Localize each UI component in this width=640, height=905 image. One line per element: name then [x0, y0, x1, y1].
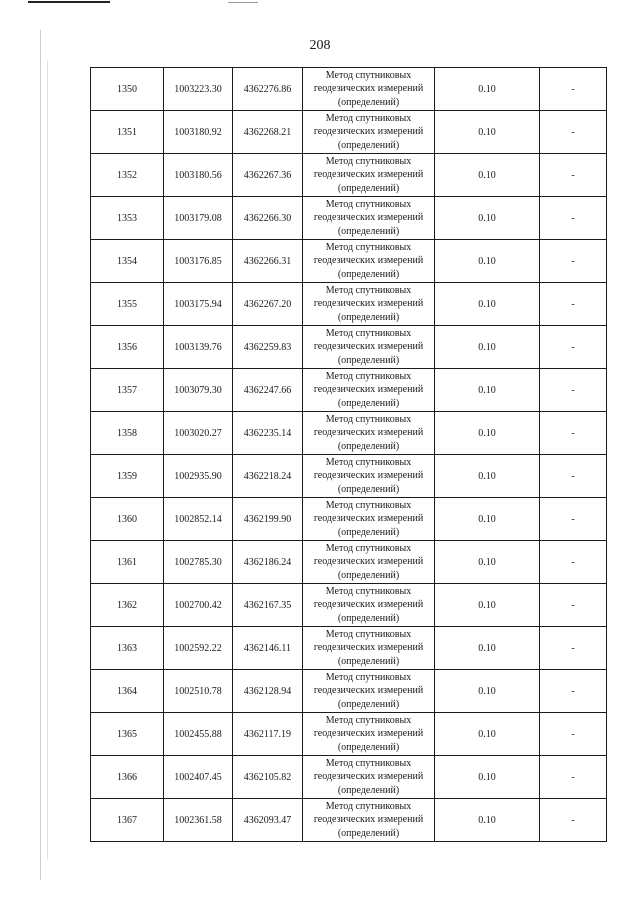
method-text-line: геодезических измерений — [313, 212, 424, 224]
accuracy-cell: 0.10 — [435, 455, 540, 498]
accuracy-cell: 0.10 — [435, 541, 540, 584]
description-cell: - — [540, 584, 607, 627]
method-text-line: геодезических измерений — [313, 427, 424, 439]
table-row — [91, 111, 607, 154]
table-row — [91, 541, 607, 584]
method-text-line: геодезических измерений — [313, 126, 424, 138]
method-text-line: Метод спутниковых — [325, 499, 412, 511]
method-cell — [303, 713, 435, 756]
table-row — [91, 670, 607, 713]
description-cell: - — [540, 713, 607, 756]
scan-top-mark — [228, 2, 258, 3]
method-text-line: (определений) — [337, 139, 400, 151]
method-text-line: геодезических измерений — [313, 255, 424, 267]
point-number-cell: 1357 — [91, 369, 164, 412]
description-cell: - — [540, 670, 607, 713]
method-text-line: Метод спутниковых — [325, 456, 412, 468]
method-cell — [303, 541, 435, 584]
point-number-cell: 1350 — [91, 68, 164, 111]
y-coordinate-cell: 4362199.90 — [233, 498, 303, 541]
table-row — [91, 713, 607, 756]
point-number-cell: 1354 — [91, 240, 164, 283]
point-number-cell: 1356 — [91, 326, 164, 369]
method-cell — [303, 627, 435, 670]
accuracy-cell: 0.10 — [435, 283, 540, 326]
method-text-line: (определений) — [337, 612, 400, 624]
x-coordinate-cell: 1003175.94 — [164, 283, 233, 326]
method-text-line: (определений) — [337, 526, 400, 538]
method-text-line: геодезических измерений — [313, 685, 424, 697]
method-text-line: (определений) — [337, 268, 400, 280]
y-coordinate-cell: 4362146.11 — [233, 627, 303, 670]
accuracy-cell: 0.10 — [435, 326, 540, 369]
method-cell — [303, 498, 435, 541]
description-cell: - — [540, 283, 607, 326]
method-text-line: (определений) — [337, 440, 400, 452]
method-cell — [303, 154, 435, 197]
x-coordinate-cell: 1003180.56 — [164, 154, 233, 197]
method-text-line: Метод спутниковых — [325, 671, 412, 683]
method-cell — [303, 799, 435, 842]
table-row — [91, 197, 607, 240]
method-text-line: (определений) — [337, 784, 400, 796]
description-cell: - — [540, 111, 607, 154]
method-text-line: геодезических измерений — [313, 642, 424, 654]
y-coordinate-cell: 4362247.66 — [233, 369, 303, 412]
method-text-line: Метод спутниковых — [325, 757, 412, 769]
x-coordinate-cell: 1002455.88 — [164, 713, 233, 756]
y-coordinate-cell: 4362186.24 — [233, 541, 303, 584]
accuracy-cell: 0.10 — [435, 240, 540, 283]
point-number-cell: 1365 — [91, 713, 164, 756]
y-coordinate-cell: 4362093.47 — [233, 799, 303, 842]
method-text-line: Метод спутниковых — [325, 69, 412, 81]
method-text-line: геодезических измерений — [313, 341, 424, 353]
y-coordinate-cell: 4362267.20 — [233, 283, 303, 326]
method-text-line: Метод спутниковых — [325, 198, 412, 210]
method-text-line: Метод спутниковых — [325, 370, 412, 382]
point-number-cell: 1363 — [91, 627, 164, 670]
x-coordinate-cell: 1002785.30 — [164, 541, 233, 584]
method-text-line: (определений) — [337, 655, 400, 667]
description-cell: - — [540, 756, 607, 799]
coordinates-table-body — [91, 68, 607, 842]
method-cell — [303, 670, 435, 713]
method-text-line: геодезических измерений — [313, 728, 424, 740]
y-coordinate-cell: 4362105.82 — [233, 756, 303, 799]
description-cell: - — [540, 412, 607, 455]
accuracy-cell: 0.10 — [435, 627, 540, 670]
table-row — [91, 283, 607, 326]
method-cell — [303, 111, 435, 154]
method-text-line: геодезических измерений — [313, 384, 424, 396]
description-cell: - — [540, 455, 607, 498]
accuracy-cell: 0.10 — [435, 197, 540, 240]
y-coordinate-cell: 4362266.30 — [233, 197, 303, 240]
table-row — [91, 455, 607, 498]
method-text-line: геодезических измерений — [313, 169, 424, 181]
y-coordinate-cell: 4362276.86 — [233, 68, 303, 111]
x-coordinate-cell: 1002700.42 — [164, 584, 233, 627]
method-cell — [303, 240, 435, 283]
description-cell: - — [540, 369, 607, 412]
x-coordinate-cell: 1002935.90 — [164, 455, 233, 498]
x-coordinate-cell: 1002407.45 — [164, 756, 233, 799]
method-cell — [303, 412, 435, 455]
accuracy-cell: 0.10 — [435, 713, 540, 756]
y-coordinate-cell: 4362267.36 — [233, 154, 303, 197]
table-row — [91, 369, 607, 412]
method-text-line: (определений) — [337, 182, 400, 194]
point-number-cell: 1355 — [91, 283, 164, 326]
method-text-line: Метод спутниковых — [325, 284, 412, 296]
method-cell — [303, 584, 435, 627]
method-cell — [303, 68, 435, 111]
method-text-line: геодезических измерений — [313, 83, 424, 95]
method-cell — [303, 197, 435, 240]
method-text-line: геодезических измерений — [313, 599, 424, 611]
method-cell — [303, 369, 435, 412]
x-coordinate-cell: 1002592.22 — [164, 627, 233, 670]
y-coordinate-cell: 4362268.21 — [233, 111, 303, 154]
method-text-line: (определений) — [337, 827, 400, 839]
method-text-line: (определений) — [337, 225, 400, 237]
accuracy-cell: 0.10 — [435, 369, 540, 412]
table-row — [91, 799, 607, 842]
method-text-line: геодезических измерений — [313, 470, 424, 482]
page-number: 208 — [309, 38, 331, 53]
method-text-line: Метод спутниковых — [325, 327, 412, 339]
method-text-line: (определений) — [337, 483, 400, 495]
point-number-cell: 1359 — [91, 455, 164, 498]
method-cell — [303, 756, 435, 799]
accuracy-cell: 0.10 — [435, 68, 540, 111]
x-coordinate-cell: 1003176.85 — [164, 240, 233, 283]
accuracy-cell: 0.10 — [435, 756, 540, 799]
y-coordinate-cell: 4362259.83 — [233, 326, 303, 369]
y-coordinate-cell: 4362167.35 — [233, 584, 303, 627]
y-coordinate-cell: 4362218.24 — [233, 455, 303, 498]
description-cell: - — [540, 154, 607, 197]
description-cell: - — [540, 326, 607, 369]
x-coordinate-cell: 1003020.27 — [164, 412, 233, 455]
description-cell: - — [540, 240, 607, 283]
method-text-line: Метод спутниковых — [325, 413, 412, 425]
accuracy-cell: 0.10 — [435, 799, 540, 842]
method-text-line: Метод спутниковых — [325, 585, 412, 597]
point-number-cell: 1361 — [91, 541, 164, 584]
method-text-line: Метод спутниковых — [325, 155, 412, 167]
method-text-line: (определений) — [337, 96, 400, 108]
table-row — [91, 326, 607, 369]
table-row — [91, 412, 607, 455]
method-text-line: Метод спутниковых — [325, 542, 412, 554]
method-text-line: (определений) — [337, 698, 400, 710]
method-text-line: (определений) — [337, 354, 400, 366]
accuracy-cell: 0.10 — [435, 584, 540, 627]
method-text-line: Метод спутниковых — [325, 628, 412, 640]
point-number-cell: 1352 — [91, 154, 164, 197]
method-text-line: (определений) — [337, 397, 400, 409]
point-number-cell: 1362 — [91, 584, 164, 627]
description-cell: - — [540, 68, 607, 111]
x-coordinate-cell: 1003139.76 — [164, 326, 233, 369]
accuracy-cell: 0.10 — [435, 154, 540, 197]
x-coordinate-cell: 1003223.30 — [164, 68, 233, 111]
method-text-line: геодезических измерений — [313, 298, 424, 310]
table-row — [91, 498, 607, 541]
accuracy-cell: 0.10 — [435, 498, 540, 541]
x-coordinate-cell: 1002852.14 — [164, 498, 233, 541]
x-coordinate-cell: 1002361.58 — [164, 799, 233, 842]
method-text-line: (определений) — [337, 741, 400, 753]
accuracy-cell: 0.10 — [435, 412, 540, 455]
table-row — [91, 240, 607, 283]
point-number-cell: 1364 — [91, 670, 164, 713]
method-text-line: Метод спутниковых — [325, 241, 412, 253]
x-coordinate-cell: 1003179.08 — [164, 197, 233, 240]
method-text-line: геодезических измерений — [313, 814, 424, 826]
method-cell — [303, 455, 435, 498]
table-row — [91, 154, 607, 197]
method-text-line: геодезических измерений — [313, 556, 424, 568]
method-text-line: (определений) — [337, 569, 400, 581]
x-coordinate-cell: 1003180.92 — [164, 111, 233, 154]
x-coordinate-cell: 1003079.30 — [164, 369, 233, 412]
scan-margin-line — [40, 30, 41, 880]
method-text-line: Метод спутниковых — [325, 714, 412, 726]
y-coordinate-cell: 4362235.14 — [233, 412, 303, 455]
method-text-line: геодезических измерений — [313, 771, 424, 783]
y-coordinate-cell: 4362266.31 — [233, 240, 303, 283]
table-row — [91, 584, 607, 627]
table-row — [91, 756, 607, 799]
accuracy-cell: 0.10 — [435, 111, 540, 154]
point-number-cell: 1366 — [91, 756, 164, 799]
scan-top-rule — [28, 1, 110, 3]
x-coordinate-cell: 1002510.78 — [164, 670, 233, 713]
point-number-cell: 1358 — [91, 412, 164, 455]
description-cell: - — [540, 541, 607, 584]
point-number-cell: 1351 — [91, 111, 164, 154]
table-row — [91, 627, 607, 670]
y-coordinate-cell: 4362128.94 — [233, 670, 303, 713]
description-cell: - — [540, 498, 607, 541]
method-text-line: Метод спутниковых — [325, 112, 412, 124]
method-cell — [303, 283, 435, 326]
point-number-cell: 1360 — [91, 498, 164, 541]
description-cell: - — [540, 627, 607, 670]
method-text-line: Метод спутниковых — [325, 800, 412, 812]
table-row — [91, 68, 607, 111]
method-text-line: (определений) — [337, 311, 400, 323]
description-cell: - — [540, 197, 607, 240]
point-number-cell: 1367 — [91, 799, 164, 842]
coordinates-table — [90, 67, 607, 842]
method-text-line: геодезических измерений — [313, 513, 424, 525]
y-coordinate-cell: 4362117.19 — [233, 713, 303, 756]
method-cell — [303, 326, 435, 369]
description-cell: - — [540, 799, 607, 842]
point-number-cell: 1353 — [91, 197, 164, 240]
accuracy-cell: 0.10 — [435, 670, 540, 713]
scan-margin-line — [47, 60, 48, 860]
